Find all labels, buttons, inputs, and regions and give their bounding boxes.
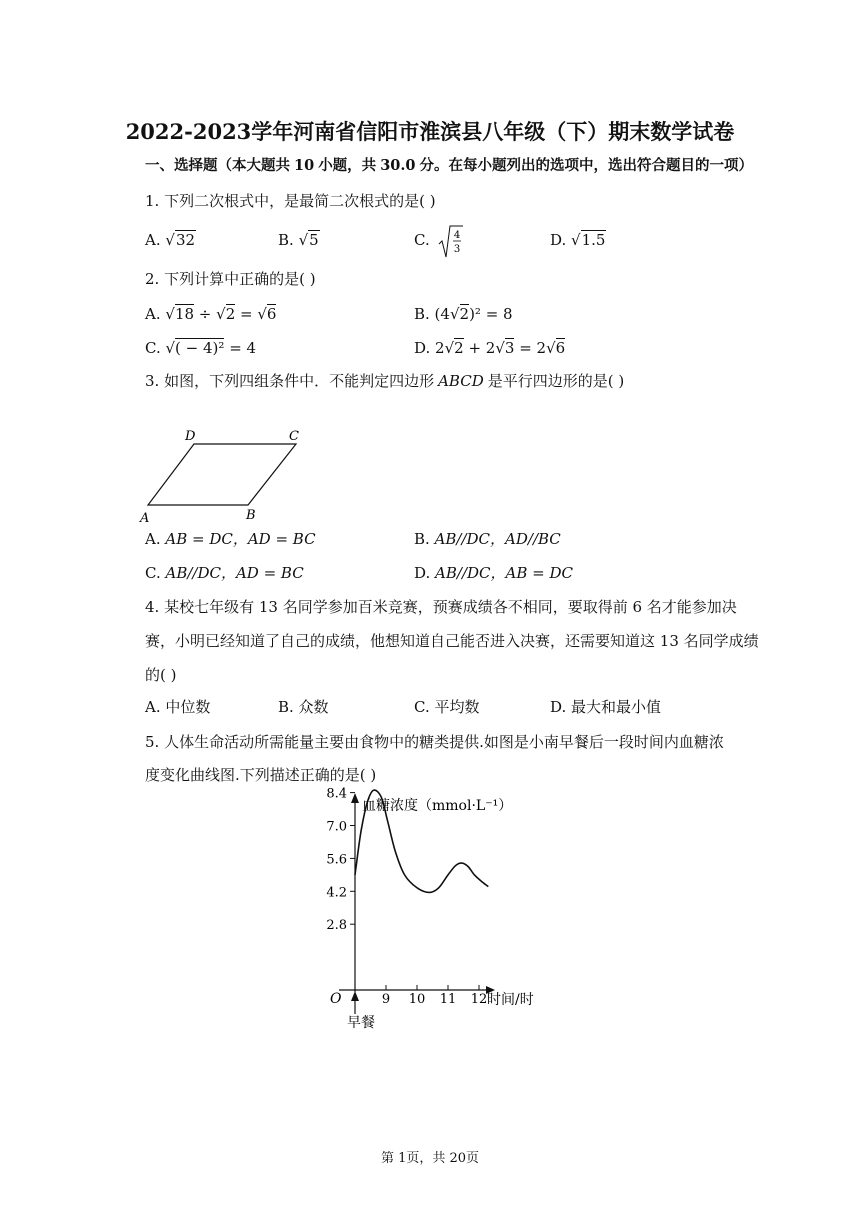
- page-title: 2022-2023学年河南省信阳市淮滨县八年级（下）期末数学试卷: [125, 119, 735, 144]
- q4-option-a: A. 中位数: [145, 698, 211, 716]
- option-label: C.: [145, 564, 166, 582]
- operator: ÷: [194, 305, 217, 323]
- x-tick-label: 12: [470, 992, 488, 1007]
- q4-line-2: 赛，小明已经知道了自己的成绩，他想知道自己能否进入决赛，还需要知道这 13 名同学成绩: [145, 632, 759, 650]
- y-axis-arrow: [351, 793, 359, 803]
- y-tick-label: 2.8: [326, 918, 347, 934]
- operator: + 2: [463, 339, 496, 357]
- y-axis-label: 血糖浓度（mmol·L⁻¹）: [362, 798, 513, 814]
- option-label: D. 2: [414, 339, 445, 357]
- section-score: 30.0: [380, 157, 416, 174]
- origin-label: O: [330, 991, 342, 1007]
- radicand: 5: [309, 231, 319, 249]
- q4-option-c: C. 平均数: [414, 698, 480, 716]
- sqrt-symbol: √: [257, 305, 267, 323]
- q3-stem-post: 是平行四边形的是( ): [487, 372, 625, 390]
- radicand: 6: [555, 339, 566, 357]
- q5-line-2: 度变化曲线图.下列描述正确的是( ): [145, 766, 377, 784]
- radicand: 6: [266, 305, 277, 323]
- q3-stem-pre: 3. 如图，下列四组条件中．不能判定四边形: [145, 372, 435, 390]
- option-label: B.: [414, 530, 435, 548]
- vertex-b-label: B: [246, 508, 256, 523]
- option-label: C.: [145, 339, 166, 357]
- y-tick-label: 4.2: [326, 885, 347, 901]
- radicand: 2: [454, 339, 464, 357]
- q4-line-3: 的( ): [145, 666, 177, 684]
- q5-line-1: 5. 人体生命活动所需能量主要由食物中的糖类提供.如图是小南早餐后一段时间内血糖浓: [145, 733, 724, 751]
- equals: = 2: [514, 339, 547, 357]
- q1-stem: 1. 下列二次根式中，是最简二次根式的是( ): [145, 192, 436, 210]
- fraction-numerator: 4: [453, 230, 461, 241]
- option-label: B. (4: [414, 305, 450, 323]
- sqrt-symbol: √: [449, 305, 460, 323]
- x-tick-label: 10: [408, 992, 426, 1007]
- option-label: C.: [414, 231, 430, 249]
- option-text: AB//DC，AD//BC: [434, 530, 561, 548]
- fraction-denominator: 3: [453, 244, 461, 255]
- option-label: A.: [145, 231, 166, 249]
- expression-rest: )² = 8: [469, 305, 513, 323]
- x-tick-label: 9: [381, 992, 391, 1007]
- x-tick-label: 11: [439, 992, 457, 1007]
- radicand: 3: [504, 339, 515, 357]
- q4-line-1: 4. 某校七年级有 13 名同学参加百米竞赛，预赛成绩各不相同，要取得前 6 名才能参加决: [145, 598, 737, 616]
- sqrt-symbol: √: [165, 305, 175, 323]
- q4-option-b: B. 众数: [278, 698, 329, 716]
- question-count: 10: [294, 157, 315, 174]
- q3-stem-var: ABCD: [438, 372, 484, 390]
- expression-rest: = 4: [224, 339, 257, 357]
- section-heading-mid: 小题，共: [318, 157, 377, 174]
- chart-ticks: [350, 793, 479, 990]
- sqrt-symbol: √: [495, 339, 505, 357]
- vertex-c-label: C: [289, 429, 299, 444]
- option-label: A.: [145, 305, 166, 323]
- sqrt-symbol: √: [571, 231, 581, 249]
- radicand: 2: [459, 305, 470, 323]
- sqrt-symbol: √: [444, 339, 455, 357]
- y-tick-label: 7.0: [326, 819, 347, 835]
- radicand: 18: [174, 305, 195, 323]
- y-tick-label: 5.6: [326, 852, 347, 868]
- radicand: 2: [225, 305, 236, 323]
- breakfast-arrow-head: [351, 991, 359, 1001]
- vertex-a-label: A: [140, 511, 150, 526]
- sqrt-symbol: √: [165, 339, 176, 357]
- breakfast-label: 早餐: [347, 1015, 375, 1031]
- option-label: B.: [278, 231, 299, 249]
- option-label: D.: [550, 231, 572, 249]
- option-text: AB//DC，AB = DC: [435, 564, 573, 582]
- y-tick-label: 8.4: [326, 786, 347, 802]
- chart-text: [326, 787, 533, 1031]
- option-label: A.: [145, 530, 166, 548]
- x-axis-label: 时间/时: [487, 992, 534, 1008]
- page-footer: 第 1页，共 20页: [380, 1151, 480, 1166]
- q2-stem: 2. 下列计算中正确的是( ): [145, 270, 316, 288]
- sqrt-symbol: √: [298, 231, 309, 249]
- option-text: AB//DC，AD = BC: [165, 564, 304, 582]
- vertex-d-label: D: [185, 429, 196, 444]
- sqrt-symbol: √: [216, 305, 226, 323]
- sqrt-symbol: √: [546, 339, 556, 357]
- section-heading-rest: 分。在每小题列出的选项中，选出符合题目的一项）: [419, 157, 754, 174]
- radicand: ( − 4)²: [175, 339, 225, 357]
- q4-option-d: D. 最大和最小值: [550, 698, 662, 716]
- sqrt-symbol: √: [165, 231, 175, 249]
- radicand: 32: [175, 231, 196, 249]
- equals: =: [235, 305, 258, 323]
- section-heading-text: 一、选择题（本大题共: [145, 157, 290, 174]
- radicand: 1.5: [581, 231, 606, 249]
- option-text: AB = DC，AD = BC: [165, 530, 316, 548]
- option-label: D.: [414, 564, 436, 582]
